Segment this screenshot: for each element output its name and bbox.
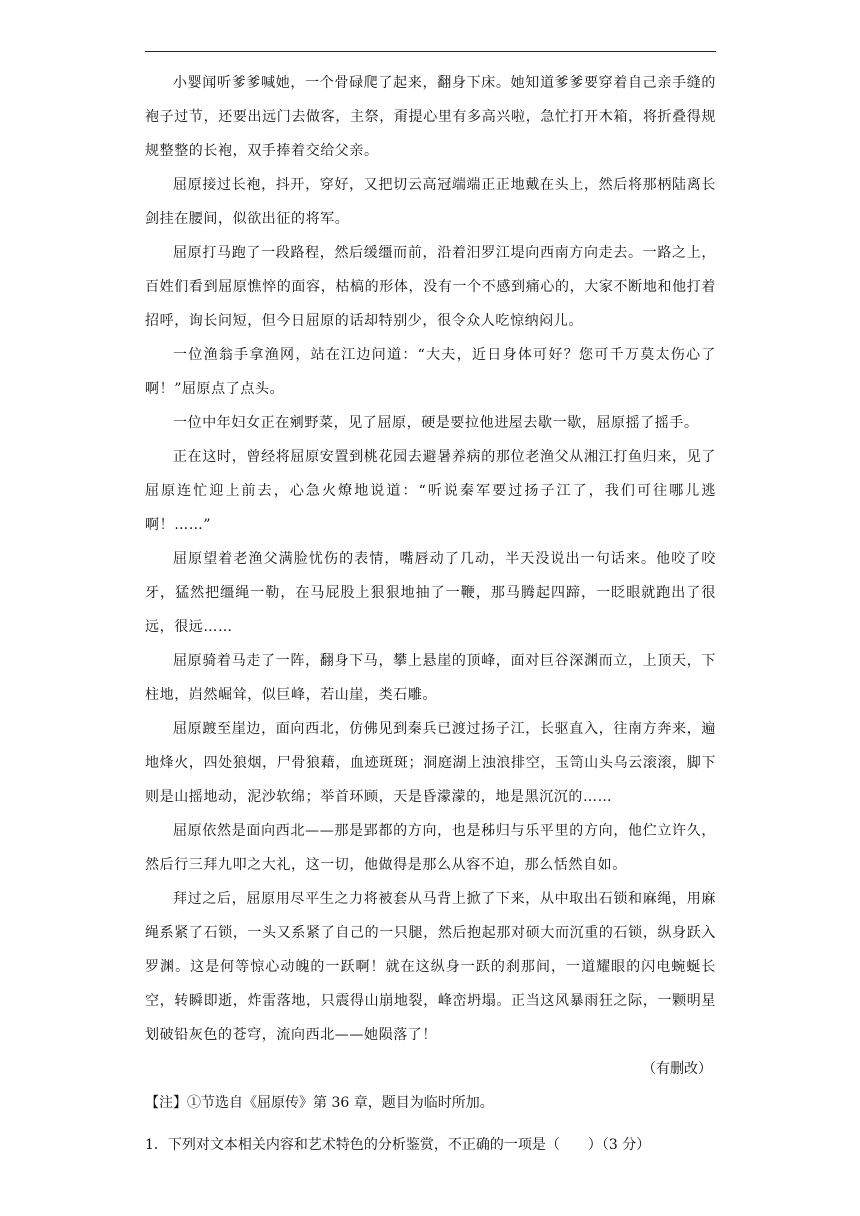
paragraph: 屈原踱至崖边，面向西北，仿佛见到秦兵已渡过扬子江，长驱直入，往南方奔来，遍地烽火，四处狼烟，尸骨狼藉，血迹斑斑；洞庭湖上浊浪排空，玉笥山头乌云滚滚，脚下则是山摇地动，泥沙软绵；举首环顾，天是昏濛濛的，地是黑沉沉的…… [145,721,716,805]
article-body [145,66,716,1162]
paragraph: 屈原望着老渔父满脸忧伤的表情，嘴唇动了几动，半天没说出一句话来。他咬了咬牙，猛然把缰绳一勒，在马屁股上狠狠地抽了一鞭，那马腾起四蹄，一眨眼就跑出了很远，很远…… [145,551,716,635]
paragraph: 屈原接过长袍，抖开，穿好，又把切云高冠端端正正地戴在头上，然后将那柄陆离长剑挂在腰间，似欲出征的将军。 [145,177,716,227]
paragraph: 一位中年妇女正在剜野菜，见了屈原，硬是要拉他进屋去歇一歇，屈原摇了摇手。 [173,415,699,431]
paragraph: 拜过之后，屈原用尽平生之力将被套从马背上掀了下来，从中取出石锁和麻绳，用麻绳系紧了石锁，一头又系紧了自己的一只腿，然后抱起那对硕大而沉重的石锁，纵身跃入罗渊。这是何等惊心动魄的一跃啊！就在这纵身一跃的刹那间，一道耀眼的闪电蜿蜒长空，转瞬即逝，炸雷落地，只震得山崩地裂，峰峦坍塌。正当这风暴雨狂之际，一颗明星划破铅灰色的苍穹，流向西北——她陨落了！ [145,891,716,1043]
paragraph: 正在这时，曾经将屈原安置到桃花园去避暑养病的那位老渔父从湘江打鱼归来，见了屈原连忙迎上前去，心急火燎地说道：“听说秦军要过扬子江了，我们可往哪儿逃啊！……” [145,449,716,533]
header-rule [145,51,716,52]
footnote: 【注】①节选自《屈原传》第 36 章，题目为临时所加。 [145,1095,494,1111]
paragraph: 屈原骑着马走了一阵，翻身下马，攀上悬崖的顶峰，面对巨谷深渊而立，上顶天，下柱地，岿然崛耸，似巨峰，若山崖，类石雕。 [145,653,716,703]
paragraph: 一位渔翁手拿渔网，站在江边问道：“大夫，近日身体可好？您可千万莫太伤心了啊！”屈原点了点头。 [145,347,716,397]
attribution: （有删改） [642,1061,712,1077]
paragraph: 屈原依然是面向西北——那是郢都的方向，也是秭归与乐平里的方向，他伫立许久，然后行三拜九叩之大礼，这一切，他做得是那么从容不迫，那么恬然自如。 [145,823,716,873]
paragraph: 小婴闻听爹爹喊她，一个骨碌爬了起来，翻身下床。她知道爹爹要穿着自己亲手缝的袍子过节，还要出远门去做客，主祭，甭提心里有多高兴啦，急忙打开木箱，将折叠得规规整整的长袍，双手捧着交给父亲。 [145,75,716,159]
paragraph: 屈原打马跑了一段路程，然后缓缰而前，沿着汨罗江堤向西南方向走去。一路之上，百姓们看到屈原憔悴的面容，枯槁的形体，没有一个不感到痛心的，大家不断地和他打着招呼，询长问短，但今日屈原的话却特别少，很令众人吃惊纳闷儿。 [145,245,716,329]
question-1: 1．下列对文本相关内容和艺术特色的分析鉴赏，不正确的一项是（ ）（3 分） [145,1137,651,1153]
